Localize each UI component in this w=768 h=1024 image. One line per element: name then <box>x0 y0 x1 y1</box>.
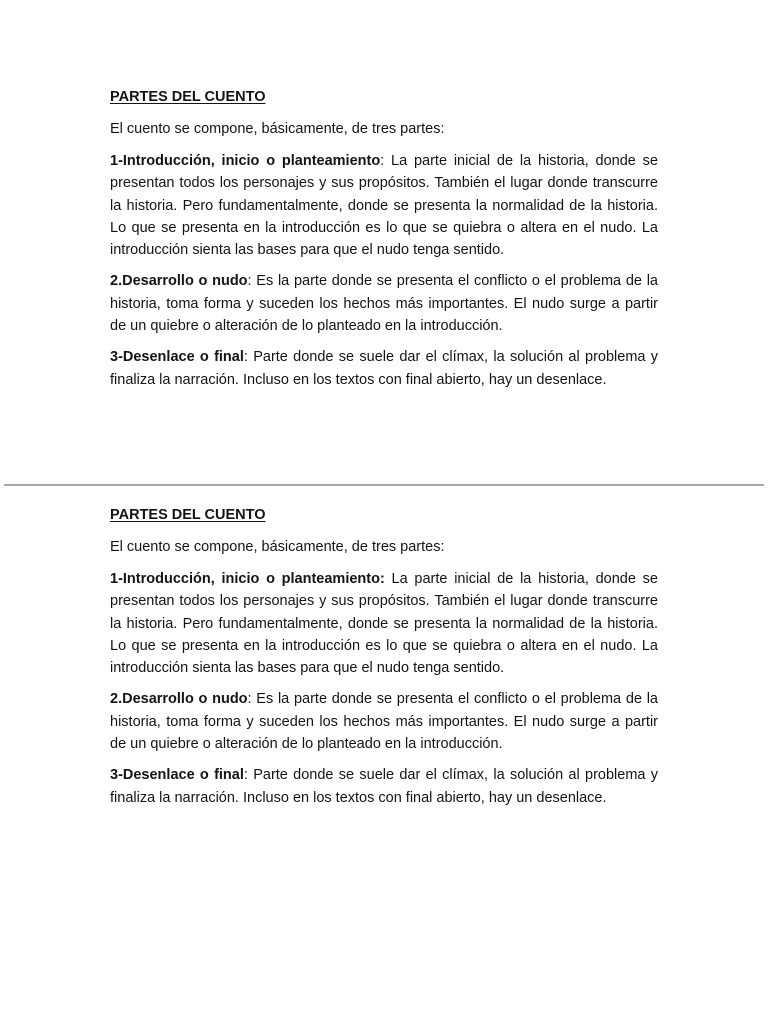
paragraph-colon: : <box>243 349 248 366</box>
paragraph-desarrollo <box>110 688 658 755</box>
section-intro: El cuento se compone, básicamente, de tres partes: <box>110 121 445 137</box>
paragraph-text: Parte donde se suele dar el clímax, la solución al problema y finaliza la narración. Incluso en los textos con final abierto, hay un desenlace. <box>110 349 659 388</box>
paragraph-heading: 3-Desenlace o final <box>110 349 244 366</box>
paragraph-text: Es la parte donde se presenta el conflicto o el problema de la historia, toma forma y suceden los hechos más importantes. El nudo surge a partir de un quiebre o alteración de lo planteado en la introducción. <box>110 273 658 335</box>
section-title: PARTES DEL CUENTO <box>110 507 266 523</box>
paragraph-colon: : <box>243 767 248 784</box>
paragraph-desarrollo <box>110 270 658 337</box>
paragraph-introduccion <box>110 568 658 679</box>
paragraph-colon: : <box>380 153 385 169</box>
paragraph-colon: : <box>247 691 252 708</box>
document-section-2 <box>110 505 658 818</box>
paragraph-heading: 1-Introducción, inicio o planteamiento <box>110 153 381 169</box>
paragraph-desenlace <box>110 346 658 391</box>
paragraph-desenlace <box>110 764 658 809</box>
document-section-1 <box>110 87 658 400</box>
paragraph-heading: 2.Desarrollo o nudo <box>110 273 248 290</box>
paragraph-heading: 3-Desenlace o final <box>110 767 244 784</box>
page-separator <box>4 484 764 486</box>
paragraph-text: La parte inicial de la historia, donde se presentan todos los personajes y sus propósitos. También el lugar donde transcurre la historia. Pero fundamentalmente, donde se presenta la normalidad de la historia. Lo que se presenta en la introducción es lo que se quiebra o altera en el nudo. La introducción sienta las bases para que el nudo tenga sentido. <box>110 153 658 259</box>
section-title: PARTES DEL CUENTO <box>110 89 266 105</box>
paragraph-colon: : <box>247 273 252 290</box>
paragraph-text: Parte donde se suele dar el clímax, la solución al problema y finaliza la narración. Incluso en los textos con final abierto, hay un desenlace. <box>110 767 659 806</box>
paragraph-text: Es la parte donde se presenta el conflicto o el problema de la historia, toma forma y suceden los hechos más importantes. El nudo surge a partir de un quiebre o alteración de lo planteado en la introducción. <box>110 691 658 753</box>
paragraph-heading: 2.Desarrollo o nudo <box>110 691 248 708</box>
section-intro: El cuento se compone, básicamente, de tres partes: <box>110 539 445 555</box>
paragraph-introduccion <box>110 150 658 261</box>
paragraph-text: La parte inicial de la historia, donde se presentan todos los personajes y sus propósitos. También el lugar donde transcurre la historia. Pero fundamentalmente, donde se presenta la normalidad de la historia. Lo que se presenta en la introducción es lo que se quiebra o altera en el nudo. La introducción sienta las bases para que el nudo tenga sentido. <box>110 571 658 677</box>
paragraph-heading: 1-Introducción, inicio o planteamiento: <box>110 571 385 587</box>
